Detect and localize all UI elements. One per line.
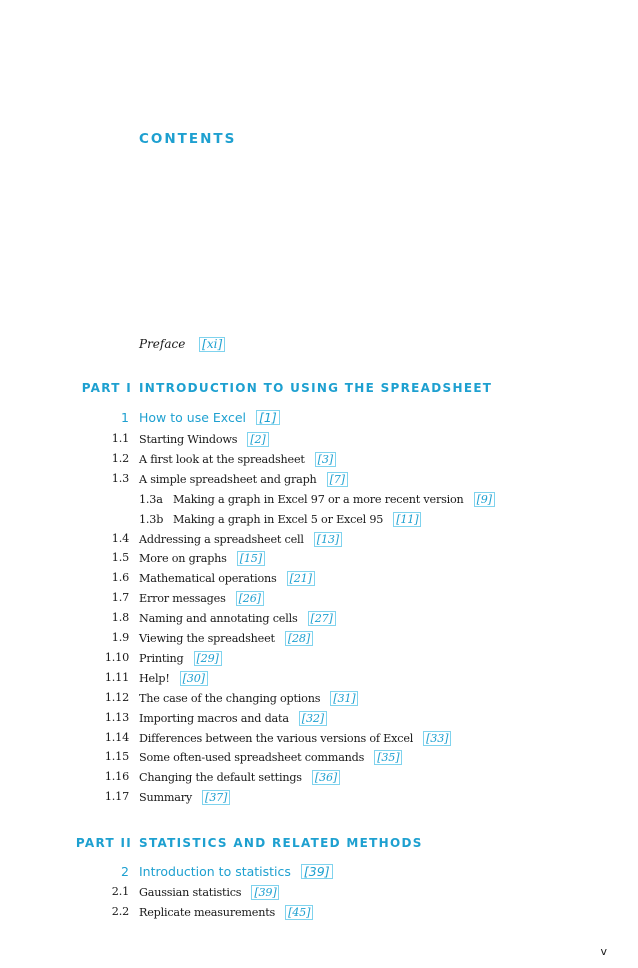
section-entry[interactable] xyxy=(0,551,600,569)
section-number: 1.7 xyxy=(111,591,129,605)
page-reference[interactable]: [15] xyxy=(237,551,265,566)
section-title-line xyxy=(139,452,336,467)
section-number: 1.5 xyxy=(111,551,129,565)
subsection-entry[interactable] xyxy=(0,492,600,510)
page-reference[interactable]: [3] xyxy=(315,452,336,467)
section-title: Summary xyxy=(139,791,193,805)
page-reference[interactable]: [39] xyxy=(251,885,279,900)
chapter-title: How to use Excel xyxy=(139,410,246,425)
section-title: Making a graph in Excel 5 or Excel 95 xyxy=(173,512,384,526)
section-title: Making a graph in Excel 97 or a more recent version xyxy=(173,492,464,506)
section-entry[interactable] xyxy=(0,770,600,788)
section-title-line xyxy=(139,472,348,487)
section-title: Starting Windows xyxy=(139,433,238,446)
preface-label: Preface xyxy=(139,337,186,351)
page-reference[interactable]: [30] xyxy=(180,671,208,686)
page-reference[interactable]: [29] xyxy=(194,651,222,666)
page-reference[interactable]: [26] xyxy=(236,591,264,606)
preface-entry[interactable] xyxy=(139,337,225,352)
section-entry[interactable] xyxy=(0,591,600,609)
section-title-line xyxy=(139,591,264,606)
section-title-line xyxy=(139,905,313,920)
contents-heading: CONTENTS xyxy=(139,131,237,147)
section-title: Changing the default settings xyxy=(139,771,302,785)
section-title: More on graphs xyxy=(139,552,227,566)
section-entry[interactable] xyxy=(0,885,600,903)
part-label-wrap xyxy=(0,381,132,395)
section-title: Replicate measurements xyxy=(139,905,276,919)
section-entry[interactable] xyxy=(0,790,600,808)
section-entry[interactable] xyxy=(0,532,600,550)
section-number: 1.14 xyxy=(104,730,129,744)
section-title-line xyxy=(139,512,421,527)
subsection-number: 1.3b xyxy=(139,512,164,526)
section-title: Mathematical operations xyxy=(139,572,277,586)
section-title-line xyxy=(139,885,279,900)
section-title: A simple spreadsheet and graph xyxy=(139,472,317,486)
section-title-line xyxy=(139,611,336,626)
subsection-entry[interactable] xyxy=(0,512,600,530)
section-title: Naming and annotating cells xyxy=(139,612,298,626)
page-reference[interactable]: [37] xyxy=(202,790,230,805)
section-entry[interactable] xyxy=(0,452,600,470)
section-title: The case of the changing options xyxy=(139,691,321,705)
section-title: Viewing the spreadsheet xyxy=(139,632,275,645)
section-number: 1.3 xyxy=(111,471,129,485)
part-label: PART II xyxy=(75,836,132,850)
section-number: 2.1 xyxy=(111,885,129,898)
section-title-line xyxy=(139,631,313,646)
chapter-title: Introduction to statistics xyxy=(139,864,291,879)
section-entry[interactable] xyxy=(0,651,600,669)
section-entry[interactable] xyxy=(0,691,600,709)
section-number: 1.1 xyxy=(111,432,129,445)
part-title: STATISTICS AND RELATED METHODS xyxy=(139,836,423,850)
page-reference[interactable]: [21] xyxy=(287,571,315,586)
section-number: 1.13 xyxy=(104,710,129,724)
page-reference[interactable]: [33] xyxy=(423,731,451,746)
section-entry[interactable] xyxy=(0,711,600,729)
section-title: Importing macros and data xyxy=(139,711,289,725)
section-number: 1.15 xyxy=(104,750,129,764)
chapter-number: 2 xyxy=(121,864,129,879)
section-title-line xyxy=(139,551,265,566)
section-title: Error messages xyxy=(139,592,226,606)
section-title: Some often-used spreadsheet commands xyxy=(139,751,365,765)
page-reference[interactable]: [45] xyxy=(285,905,313,920)
section-number: 1.9 xyxy=(111,631,129,644)
section-title: A first look at the spreadsheet xyxy=(139,452,305,466)
chapter-entry[interactable] xyxy=(0,864,600,882)
section-number: 1.11 xyxy=(104,670,129,684)
page-reference[interactable]: [35] xyxy=(374,750,402,765)
section-number: 1.16 xyxy=(104,770,129,784)
section-entry[interactable] xyxy=(0,905,600,923)
section-title-line xyxy=(139,651,222,666)
chapter-number: 1 xyxy=(121,410,129,425)
page-reference[interactable]: [2] xyxy=(247,432,268,447)
page-reference[interactable]: [9] xyxy=(474,492,495,507)
section-title-line xyxy=(139,750,402,765)
page-reference[interactable]: [27] xyxy=(308,611,336,626)
section-title-line xyxy=(139,532,342,547)
page-reference[interactable]: [7] xyxy=(327,472,348,487)
section-number: 1.12 xyxy=(104,690,129,704)
page-reference[interactable]: [xi] xyxy=(199,337,225,352)
page-reference[interactable]: [36] xyxy=(312,770,340,785)
section-number: 1.6 xyxy=(111,571,129,585)
page-reference[interactable]: [39] xyxy=(301,864,333,879)
section-title-line xyxy=(139,571,315,586)
part-label-wrap xyxy=(0,836,132,850)
page-reference[interactable]: [1] xyxy=(256,410,280,425)
section-entry[interactable] xyxy=(0,750,600,768)
page-folio: v xyxy=(600,945,607,958)
subsection-number: 1.3a xyxy=(139,492,163,506)
section-number: 2.2 xyxy=(111,904,129,918)
section-title: Printing xyxy=(139,651,184,665)
page-reference[interactable]: [32] xyxy=(299,711,327,726)
section-title-line xyxy=(139,691,358,706)
section-title: Gaussian statistics xyxy=(139,886,242,899)
section-title: Addressing a spreadsheet cell xyxy=(139,532,304,546)
section-number: 1.8 xyxy=(111,611,129,625)
page-reference[interactable]: [13] xyxy=(314,532,342,547)
chapter-entry[interactable] xyxy=(0,410,600,428)
section-number: 1.17 xyxy=(104,790,129,804)
section-title-line xyxy=(139,770,340,785)
section-entry[interactable] xyxy=(0,472,600,490)
part-title: INTRODUCTION TO USING THE SPREADSHEET xyxy=(139,381,493,395)
chapter-title-line xyxy=(139,864,333,879)
section-number: 1.2 xyxy=(111,451,129,465)
section-entry[interactable] xyxy=(0,731,600,749)
section-number: 1.4 xyxy=(111,531,129,545)
section-title: Help! xyxy=(139,671,170,685)
section-entry[interactable] xyxy=(0,631,600,649)
section-title-line xyxy=(139,790,230,805)
section-title: Differences between the various versions of Excel xyxy=(139,731,414,745)
page-reference[interactable]: [31] xyxy=(330,691,358,706)
section-title-line xyxy=(139,671,208,686)
page-reference[interactable]: [11] xyxy=(393,512,421,527)
section-title-line xyxy=(139,492,495,507)
section-entry[interactable] xyxy=(0,571,600,589)
part-label: PART I xyxy=(81,381,132,395)
section-entry[interactable] xyxy=(0,671,600,689)
section-entry[interactable] xyxy=(0,611,600,629)
section-number: 1.10 xyxy=(104,650,129,664)
section-entry[interactable] xyxy=(0,432,600,450)
chapter-title-line xyxy=(139,410,280,425)
section-title-line xyxy=(139,731,451,746)
section-title-line xyxy=(139,432,269,447)
section-title-line xyxy=(139,711,327,726)
page-reference[interactable]: [28] xyxy=(285,631,313,646)
